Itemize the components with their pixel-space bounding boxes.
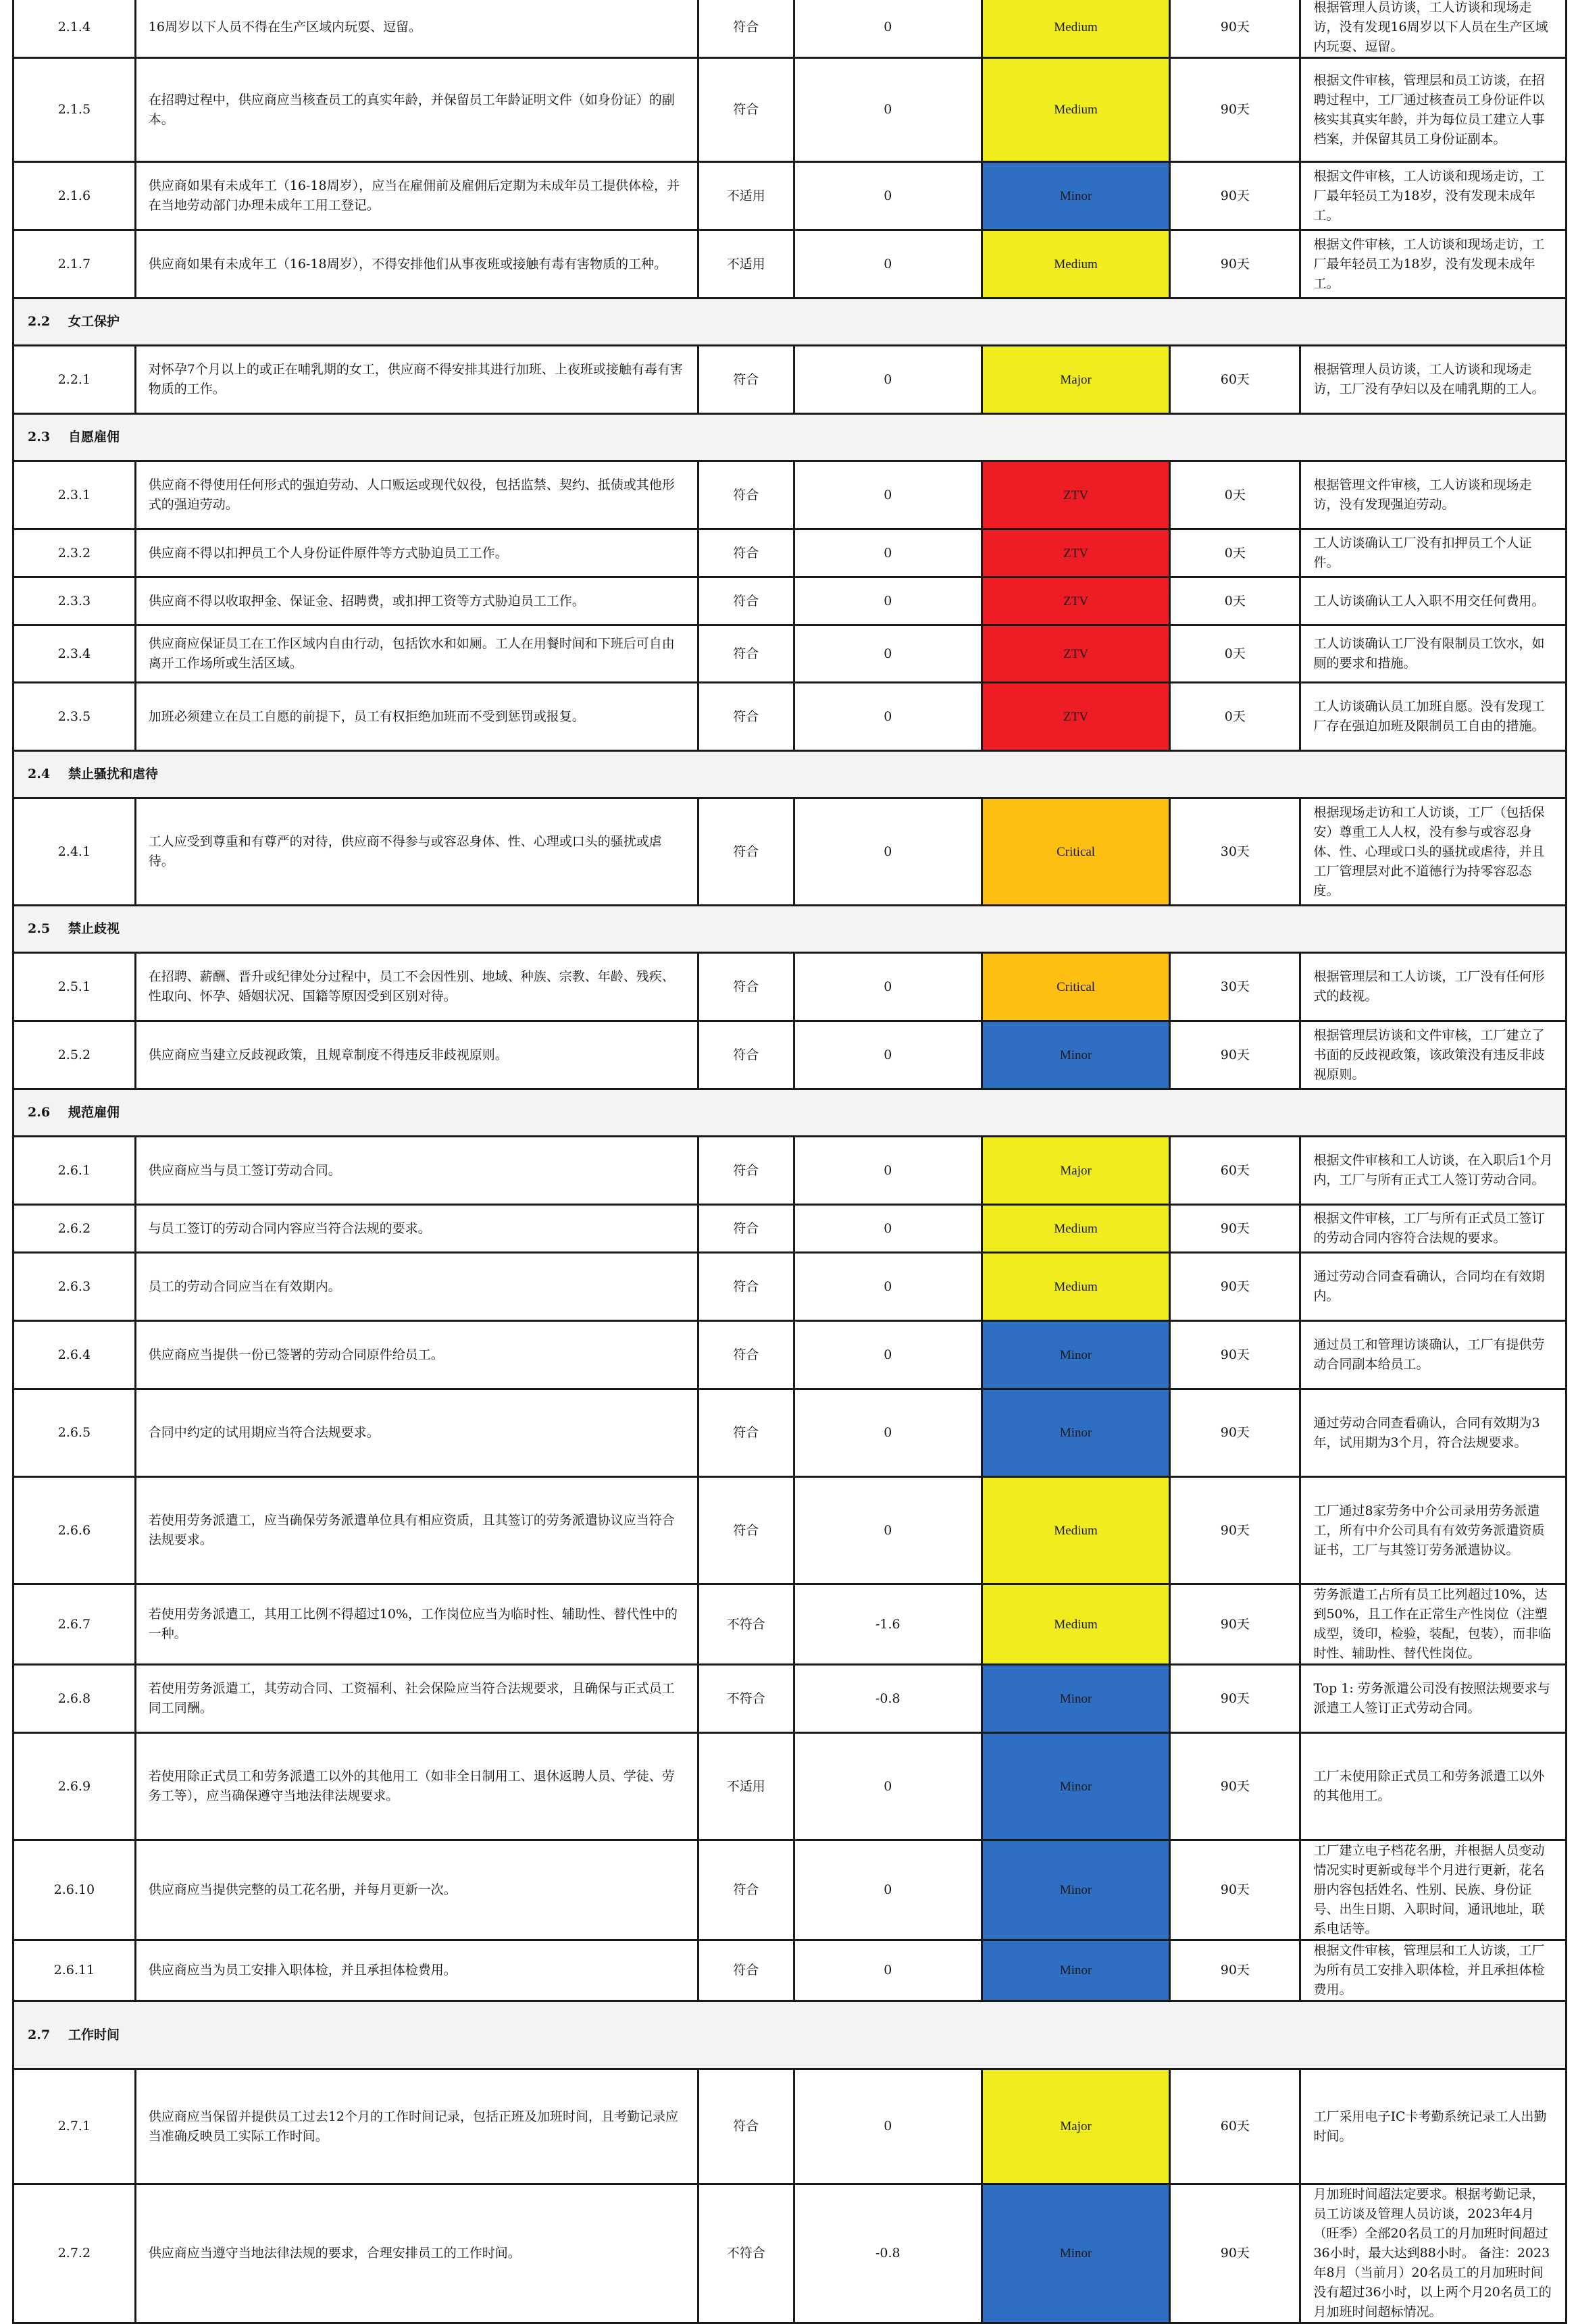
deduction-score: 0	[794, 346, 982, 414]
audit-finding: 工厂未使用除正式员工和劳务派遣工以外的其他用工。	[1300, 1733, 1567, 1840]
deduction-score: 0	[794, 1021, 982, 1089]
requirement-text: 对怀孕7个月以上的或正在哺乳期的女工，供应商不得安排其进行加班、上夜班或接触有毒有害物质的工作。	[135, 346, 698, 414]
requirement-row	[14, 230, 1567, 299]
requirement-text: 供应商应当遵守当地法律法规的要求，合理安排员工的工作时间。	[135, 2184, 698, 2323]
risk-level-badge: Medium	[982, 1477, 1169, 1584]
risk-level-badge: Medium	[982, 58, 1169, 162]
audit-finding: 根据现场走访和工人访谈，工厂（包括保安）尊重工人人权，没有参与或容忍身体、性、心理或口头的骚扰或虐待，并且工厂管理层对此不道德行为持零容忍态度。	[1300, 798, 1567, 906]
clause-number: 2.1.5	[14, 58, 136, 162]
compliance-status: 符合	[698, 1940, 794, 2001]
rectification-deadline: 90天	[1170, 58, 1300, 162]
requirement-row	[14, 577, 1567, 625]
requirement-row	[14, 162, 1567, 230]
audit-finding: 工人访谈确认工人入职不用交任何费用。	[1300, 577, 1567, 625]
section-header-row	[14, 906, 1567, 953]
section-title: 自愿雇佣	[68, 430, 120, 444]
requirement-text: 供应商应当与员工签订劳动合同。	[135, 1137, 698, 1205]
requirement-row	[14, 1733, 1567, 1840]
clause-number: 2.7.2	[14, 2184, 136, 2323]
requirement-text: 若使用除正式员工和劳务派遣工以外的其他用工（如非全日制用工、退休返聘人员、学徒、劳务工等），应当确保遵守当地法律法规要求。	[135, 1733, 698, 1840]
requirement-text: 供应商应当保留并提供员工过去12个月的工作时间记录，包括正班及加班时间，且考勤记录应当准确反映员工实际工作时间。	[135, 2069, 698, 2184]
audit-finding: 根据管理人员访谈，工人访谈和现场走访，工厂没有孕妇以及在哺乳期的工人。	[1300, 346, 1567, 414]
deduction-score: 0	[794, 1205, 982, 1253]
requirement-text: 加班必须建立在员工自愿的前提下，员工有权拒绝加班而不受到惩罚或报复。	[135, 683, 698, 751]
requirement-row	[14, 1477, 1567, 1584]
rectification-deadline: 90天	[1170, 1665, 1300, 1733]
deduction-score: 0	[794, 230, 982, 299]
rectification-deadline: 90天	[1170, 1584, 1300, 1665]
requirement-text: 供应商不得使用任何形式的强迫劳动、人口贩运或现代奴役，包括监禁、契约、抵债或其他形式的强迫劳动。	[135, 461, 698, 530]
deduction-score: 0	[794, 0, 982, 58]
clause-number: 2.4.1	[14, 798, 136, 906]
requirement-text: 供应商不得以收取押金、保证金、招聘费，或扣押工资等方式胁迫员工工作。	[135, 577, 698, 625]
audit-finding: 根据文件审核，管理层和员工访谈，在招聘过程中，工厂通过核查员工身份证件以核实其真实年龄，并为每位员工建立人事档案，并保留其员工身份证副本。	[1300, 58, 1567, 162]
rectification-deadline: 90天	[1170, 1321, 1300, 1389]
requirement-text: 若使用劳务派遣工，应当确保劳务派遣单位具有相应资质，且其签订的劳务派遣协议应当符合法规要求。	[135, 1477, 698, 1584]
compliance-status: 符合	[698, 0, 794, 58]
audit-finding: 根据管理层访谈和文件审核，工厂建立了书面的反歧视政策，该政策没有违反非歧视原则。	[1300, 1021, 1567, 1089]
compliance-status: 符合	[698, 1477, 794, 1584]
rectification-deadline: 0天	[1170, 530, 1300, 577]
audit-finding: 工厂通过8家劳务中介公司录用劳务派遣工，所有中介公司具有有效劳务派遣资质证书，工厂与其签订劳务派遣协议。	[1300, 1477, 1567, 1584]
risk-level-badge: Medium	[982, 1205, 1169, 1253]
deduction-score: 0	[794, 162, 982, 230]
compliance-status: 不适用	[698, 1733, 794, 1840]
clause-number: 2.6.4	[14, 1321, 136, 1389]
section-header-row	[14, 1089, 1567, 1137]
deduction-score: 0	[794, 58, 982, 162]
risk-level-badge: Medium	[982, 0, 1169, 58]
compliance-status: 符合	[698, 683, 794, 751]
requirement-text: 在招聘、薪酬、晋升或纪律处分过程中，员工不会因性别、地域、种族、宗教、年龄、残疾、性取向、怀孕、婚姻状况、国籍等原因受到区别对待。	[135, 953, 698, 1021]
compliance-status: 符合	[698, 1389, 794, 1477]
deduction-score: 0	[794, 2069, 982, 2184]
clause-number: 2.2.1	[14, 346, 136, 414]
section-header	[14, 299, 1567, 346]
deduction-score: 0	[794, 1321, 982, 1389]
requirement-row	[14, 1940, 1567, 2001]
clause-number: 2.6.5	[14, 1389, 136, 1477]
requirement-text: 在招聘过程中，供应商应当核查员工的真实年龄，并保留员工年龄证明文件（如身份证）的副本。	[135, 58, 698, 162]
risk-level-badge: Major	[982, 2069, 1169, 2184]
audit-finding: 根据文件审核，工厂与所有正式员工签订的劳动合同内容符合法规的要求。	[1300, 1205, 1567, 1253]
clause-number: 2.6.9	[14, 1733, 136, 1840]
compliance-status: 不适用	[698, 162, 794, 230]
audit-finding: 月加班时间超法定要求。根据考勤记录，员工访谈及管理人员访谈，2023年4月（旺季）全部20名员工的月加班时间超过36小时，最大达到88小时。 备注：2023年8月（当前月）20名员工的月加班时间没有超过36小时，以上两个月20名员工的月加班时间超标情况。	[1300, 2184, 1567, 2323]
requirement-row	[14, 530, 1567, 577]
clause-number: 2.6.10	[14, 1840, 136, 1940]
compliance-status: 符合	[698, 953, 794, 1021]
deduction-score: -1.6	[794, 1584, 982, 1665]
requirement-text: 若使用劳务派遣工，其用工比例不得超过10%，工作岗位应当为临时性、辅助性、替代性中的一种。	[135, 1584, 698, 1665]
deduction-score: -0.8	[794, 2184, 982, 2323]
risk-level-badge: Minor	[982, 1321, 1169, 1389]
requirement-row	[14, 2184, 1567, 2323]
deduction-score: 0	[794, 683, 982, 751]
audit-finding: 工厂采用电子IC卡考勤系统记录工人出勤时间。	[1300, 2069, 1567, 2184]
compliance-status: 符合	[698, 1137, 794, 1205]
rectification-deadline: 90天	[1170, 2184, 1300, 2323]
requirement-row	[14, 1253, 1567, 1321]
rectification-deadline: 30天	[1170, 953, 1300, 1021]
clause-number: 2.3.1	[14, 461, 136, 530]
risk-level-badge: Minor	[982, 1389, 1169, 1477]
requirement-row	[14, 953, 1567, 1021]
clause-number: 2.1.7	[14, 230, 136, 299]
rectification-deadline: 90天	[1170, 1733, 1300, 1840]
deduction-score: 0	[794, 625, 982, 683]
deduction-score: -0.8	[794, 1665, 982, 1733]
requirement-row	[14, 1021, 1567, 1089]
rectification-deadline: 60天	[1170, 346, 1300, 414]
requirement-text: 供应商应当提供一份已签署的劳动合同原件给员工。	[135, 1321, 698, 1389]
audit-finding: 根据文件审核，管理层和工人访谈，工厂为所有员工安排入职体检，并且承担体检费用。	[1300, 1940, 1567, 2001]
requirement-row	[14, 625, 1567, 683]
section-header-row	[14, 751, 1567, 798]
risk-level-badge: Minor	[982, 162, 1169, 230]
requirement-row	[14, 683, 1567, 751]
deduction-score: 0	[794, 1253, 982, 1321]
rectification-deadline: 0天	[1170, 461, 1300, 530]
requirement-row	[14, 1205, 1567, 1253]
risk-level-badge: ZTV	[982, 530, 1169, 577]
clause-number: 2.6.3	[14, 1253, 136, 1321]
requirement-row	[14, 461, 1567, 530]
compliance-status: 符合	[698, 798, 794, 906]
clause-number: 2.6.7	[14, 1584, 136, 1665]
risk-level-badge: Minor	[982, 1840, 1169, 1940]
audit-finding: 根据文件审核和工人访谈，在入职后1个月内，工厂与所有正式工人签订劳动合同。	[1300, 1137, 1567, 1205]
audit-finding: 工厂建立电子档花名册，并根据人员变动情况实时更新或每半个月进行更新，花名册内容包括姓名、性别、民族、身份证号、出生日期、入职时间，通讯地址，联系电话等。	[1300, 1840, 1567, 1940]
deduction-score: 0	[794, 1477, 982, 1584]
audit-finding: 根据文件审核，工人访谈和现场走访，工厂最年轻员工为18岁，没有发现未成年工。	[1300, 162, 1567, 230]
clause-number: 2.3.4	[14, 625, 136, 683]
audit-finding: 工人访谈确认员工加班自愿。没有发现工厂存在强迫加班及限制员工自由的措施。	[1300, 683, 1567, 751]
section-header	[14, 2001, 1567, 2069]
section-header-row	[14, 414, 1567, 461]
rectification-deadline: 90天	[1170, 1021, 1300, 1089]
audit-finding: 根据管理文件审核，工人访谈和现场走访，没有发现强迫劳动。	[1300, 461, 1567, 530]
risk-level-badge: Minor	[982, 1665, 1169, 1733]
section-header-row	[14, 2001, 1567, 2069]
clause-number: 2.1.6	[14, 162, 136, 230]
rectification-deadline: 60天	[1170, 2069, 1300, 2184]
rectification-deadline: 90天	[1170, 1253, 1300, 1321]
rectification-deadline: 0天	[1170, 683, 1300, 751]
requirement-text: 供应商应当建立反歧视政策，且规章制度不得违反非歧视原则。	[135, 1021, 698, 1089]
section-title: 工作时间	[68, 2027, 120, 2042]
compliance-status: 符合	[698, 461, 794, 530]
clause-number: 2.7.1	[14, 2069, 136, 2184]
section-title: 女工保护	[68, 314, 120, 329]
audit-finding: 通过劳动合同查看确认，合同有效期为3年，试用期为3个月，符合法规要求。	[1300, 1389, 1567, 1477]
audit-table-body	[14, 0, 1567, 2323]
compliance-status: 符合	[698, 346, 794, 414]
risk-level-badge: Medium	[982, 1584, 1169, 1665]
rectification-deadline: 0天	[1170, 577, 1300, 625]
audit-finding: Top 1: 劳务派遣公司没有按照法规要求与派遣工人签订正式劳动合同。	[1300, 1665, 1567, 1733]
clause-number: 2.5.1	[14, 953, 136, 1021]
requirement-row	[14, 1584, 1567, 1665]
rectification-deadline: 90天	[1170, 162, 1300, 230]
requirement-text: 供应商应保证员工在工作区域内自由行动，包括饮水和如厕。工人在用餐时间和下班后可自由离开工作场所或生活区域。	[135, 625, 698, 683]
clause-number: 2.6.11	[14, 1940, 136, 2001]
audit-finding: 根据管理人员访谈，工人访谈和现场走访，没有发现16周岁以下人员在生产区域内玩耍、逗留。	[1300, 0, 1567, 58]
requirement-row	[14, 1665, 1567, 1733]
section-header	[14, 906, 1567, 953]
compliance-status: 符合	[698, 1253, 794, 1321]
requirement-text: 员工的劳动合同应当在有效期内。	[135, 1253, 698, 1321]
deduction-score: 0	[794, 461, 982, 530]
requirement-text: 供应商应当为员工安排入职体检，并且承担体检费用。	[135, 1940, 698, 2001]
risk-level-badge: ZTV	[982, 577, 1169, 625]
compliance-status: 符合	[698, 577, 794, 625]
section-header-row	[14, 299, 1567, 346]
requirement-text: 若使用劳务派遣工，其劳动合同、工资福利、社会保险应当符合法规要求，且确保与正式员工同工同酬。	[135, 1665, 698, 1733]
risk-level-badge: ZTV	[982, 625, 1169, 683]
requirement-row	[14, 346, 1567, 414]
clause-number: 2.6.1	[14, 1137, 136, 1205]
deduction-score: 0	[794, 953, 982, 1021]
section-number: 2.7	[28, 2027, 51, 2042]
deduction-score: 0	[794, 1733, 982, 1840]
compliance-status: 不符合	[698, 1665, 794, 1733]
risk-level-badge: Major	[982, 346, 1169, 414]
clause-number: 2.6.8	[14, 1665, 136, 1733]
compliance-status: 不适用	[698, 230, 794, 299]
deduction-score: 0	[794, 798, 982, 906]
section-header	[14, 1089, 1567, 1137]
section-number: 2.2	[28, 314, 51, 329]
risk-level-badge: ZTV	[982, 461, 1169, 530]
compliance-status: 不符合	[698, 1584, 794, 1665]
clause-number: 2.3.2	[14, 530, 136, 577]
requirement-row	[14, 1137, 1567, 1205]
clause-number: 2.5.2	[14, 1021, 136, 1089]
compliance-status: 符合	[698, 1321, 794, 1389]
deduction-score: 0	[794, 1940, 982, 2001]
risk-level-badge: Medium	[982, 1253, 1169, 1321]
risk-level-badge: Critical	[982, 798, 1169, 906]
clause-number: 2.6.2	[14, 1205, 136, 1253]
clause-number: 2.3.5	[14, 683, 136, 751]
risk-level-badge: Critical	[982, 953, 1169, 1021]
requirement-row	[14, 798, 1567, 906]
audit-finding: 根据管理层和工人访谈，工厂没有任何形式的歧视。	[1300, 953, 1567, 1021]
deduction-score: 0	[794, 1137, 982, 1205]
rectification-deadline: 90天	[1170, 1840, 1300, 1940]
risk-level-badge: ZTV	[982, 683, 1169, 751]
audit-finding: 工人访谈确认工厂没有扣押员工个人证件。	[1300, 530, 1567, 577]
requirement-text: 16周岁以下人员不得在生产区域内玩耍、逗留。	[135, 0, 698, 58]
rectification-deadline: 90天	[1170, 0, 1300, 58]
section-title: 规范雇佣	[68, 1105, 120, 1120]
compliance-status: 符合	[698, 2069, 794, 2184]
section-header	[14, 751, 1567, 798]
audit-finding: 工人访谈确认工厂没有限制员工饮水，如厕的要求和措施。	[1300, 625, 1567, 683]
requirement-text: 供应商不得以扣押员工个人身份证件原件等方式胁迫员工工作。	[135, 530, 698, 577]
requirement-row	[14, 2069, 1567, 2184]
deduction-score: 0	[794, 577, 982, 625]
risk-level-badge: Minor	[982, 2184, 1169, 2323]
audit-finding: 通过劳动合同查看确认，合同均在有效期内。	[1300, 1253, 1567, 1321]
compliance-status: 符合	[698, 530, 794, 577]
audit-finding: 通过员工和管理访谈确认，工厂有提供劳动合同副本给员工。	[1300, 1321, 1567, 1389]
rectification-deadline: 90天	[1170, 1477, 1300, 1584]
requirement-row	[14, 58, 1567, 162]
requirement-text: 供应商应当提供完整的员工花名册，并每月更新一次。	[135, 1840, 698, 1940]
rectification-deadline: 90天	[1170, 1389, 1300, 1477]
deduction-score: 0	[794, 530, 982, 577]
rectification-deadline: 90天	[1170, 1205, 1300, 1253]
risk-level-badge: Medium	[982, 230, 1169, 299]
clause-number: 2.3.3	[14, 577, 136, 625]
requirement-text: 与员工签订的劳动合同内容应当符合法规的要求。	[135, 1205, 698, 1253]
rectification-deadline: 90天	[1170, 230, 1300, 299]
requirement-row	[14, 0, 1567, 58]
compliance-status: 符合	[698, 1205, 794, 1253]
clause-number: 2.1.4	[14, 0, 136, 58]
requirement-text: 合同中约定的试用期应当符合法规要求。	[135, 1389, 698, 1477]
requirement-text: 供应商如果有未成年工（16-18周岁），应当在雇佣前及雇佣后定期为未成年员工提供体检，并在当地劳动部门办理未成年工用工登记。	[135, 162, 698, 230]
audit-finding: 劳务派遣工占所有员工比列超过10%，达到50%，且工作在正常生产性岗位（注塑成型，烫印，检验，装配，包装），而非临时性、辅助性、替代性岗位。	[1300, 1584, 1567, 1665]
requirement-row	[14, 1389, 1567, 1477]
section-number: 2.4	[28, 767, 51, 781]
clause-number: 2.6.6	[14, 1477, 136, 1584]
risk-level-badge: Minor	[982, 1940, 1169, 2001]
section-number: 2.6	[28, 1105, 51, 1120]
compliance-status: 符合	[698, 1021, 794, 1089]
requirement-row	[14, 1321, 1567, 1389]
section-title: 禁止骚扰和虐待	[68, 767, 159, 781]
deduction-score: 0	[794, 1840, 982, 1940]
section-header	[14, 414, 1567, 461]
rectification-deadline: 30天	[1170, 798, 1300, 906]
risk-level-badge: Minor	[982, 1733, 1169, 1840]
rectification-deadline: 90天	[1170, 1940, 1300, 2001]
requirement-text: 供应商如果有未成年工（16-18周岁），不得安排他们从事夜班或接触有毒有害物质的工种。	[135, 230, 698, 299]
risk-level-badge: Minor	[982, 1021, 1169, 1089]
section-number: 2.5	[28, 921, 51, 936]
risk-level-badge: Major	[982, 1137, 1169, 1205]
section-title: 禁止歧视	[68, 921, 120, 936]
compliance-status: 符合	[698, 1840, 794, 1940]
rectification-deadline: 60天	[1170, 1137, 1300, 1205]
deduction-score: 0	[794, 1389, 982, 1477]
rectification-deadline: 0天	[1170, 625, 1300, 683]
compliance-status: 不符合	[698, 2184, 794, 2323]
audit-finding: 根据文件审核，工人访谈和现场走访，工厂最年轻员工为18岁，没有发现未成年工。	[1300, 230, 1567, 299]
requirement-row	[14, 1840, 1567, 1940]
audit-table	[12, 0, 1567, 2324]
compliance-status: 符合	[698, 625, 794, 683]
requirement-text: 工人应受到尊重和有尊严的对待，供应商不得参与或容忍身体、性、心理或口头的骚扰或虐待。	[135, 798, 698, 906]
section-number: 2.3	[28, 430, 51, 444]
compliance-status: 符合	[698, 58, 794, 162]
